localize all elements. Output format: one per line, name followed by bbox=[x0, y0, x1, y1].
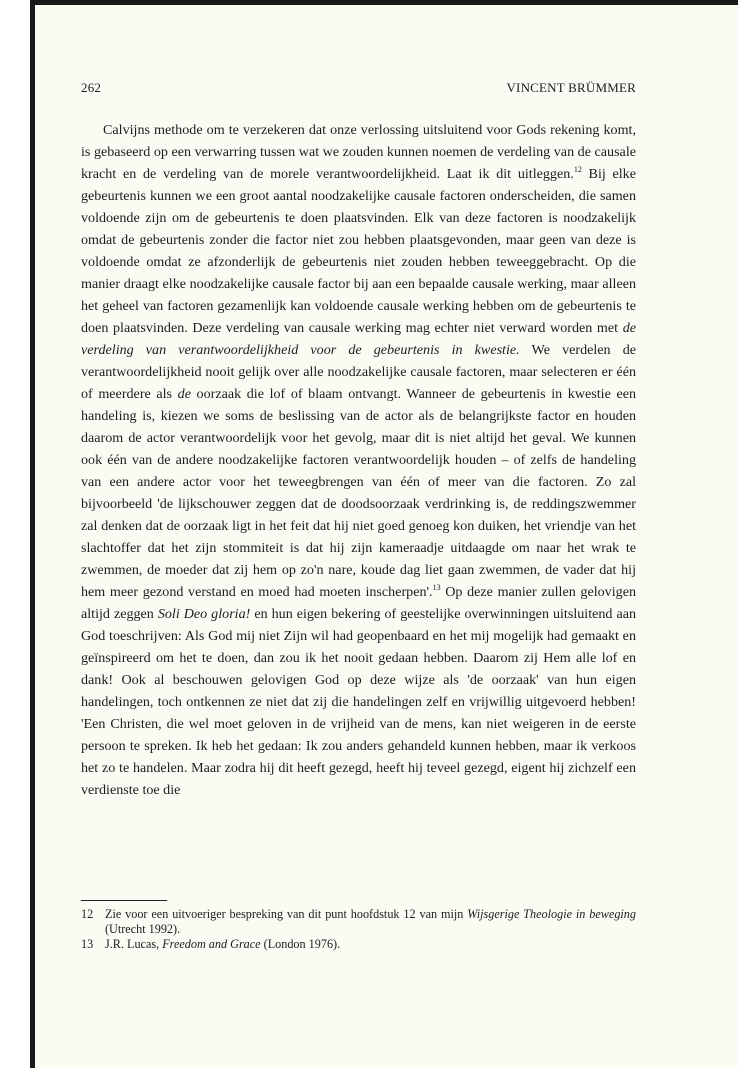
running-author: VINCENT BRÜMMER bbox=[506, 80, 636, 95]
footnote-number: 13 bbox=[81, 937, 94, 951]
footnote-text bbox=[105, 907, 636, 936]
text-segment: Op deze manier zullen gelovigen altijd zeggen bbox=[81, 584, 636, 622]
footnote-text-segment: (Utrecht 1992). bbox=[105, 921, 181, 936]
text-segment: Calvijns methode om te verzekeren dat onze verlossing uitsluitend voor Gods rekening komt, is gebaseerd op een verwarring tussen wat we zouden kunnen noemen de verdeling van de causale kracht en de verdeling van de morele verantwoordelijkheid. Laat ik dit uitleggen. bbox=[81, 122, 636, 182]
footnote-ref-12[interactable]: 12 bbox=[573, 165, 582, 174]
paragraph bbox=[81, 119, 636, 801]
italic-segment: Soli Deo gloria! bbox=[157, 606, 251, 622]
footnote-text-segment: (London 1976). bbox=[260, 937, 341, 951]
footnote-text-segment: J.R. Lucas, bbox=[105, 937, 163, 951]
footnote-12 bbox=[81, 907, 636, 936]
footnote-italic-title: Freedom and Grace bbox=[162, 937, 261, 951]
footnote-13 bbox=[81, 937, 636, 952]
footnote-text-segment: Zie voor een uitvoeriger bespreking van dit punt hoofdstuk 12 van mijn bbox=[105, 907, 468, 921]
footnote-divider bbox=[81, 900, 167, 901]
footnotes bbox=[81, 907, 636, 953]
body-text bbox=[81, 119, 636, 801]
text-segment: en hun eigen bekering of geestelijke overwinningen uitsluitend aan God toeschrijven: Als God mij niet Zijn wil had geopenbaard en het mij mogelijk had gemaakt en geïnspireerd om het te doen, dan zou ik het nooit gedaan hebben. Daarom zij Hem alle lof en dank! Ook al beschouwen gelovigen God op deze wijze als 'de oorzaak' van hun eigen handelingen, toch ontkennen ze niet dat zij die handelingen zelf en vrijwillig uitgevoerd hebben! 'Een Christen, die wel moet geloven in de vrijheid van de mens, kan niet weigeren in de eerste persoon te spreken. Ik heb het gedaan: Ik zou anders gehandeld kunnen hebben, maar ik verkoos het zo te handelen. Maar zodra hij dit heeft gezegd, heeft hij teveel gezegd, eigent hij zichzelf een verdienste toe die bbox=[81, 606, 637, 798]
running-header bbox=[81, 80, 636, 96]
italic-segment: de verdeling van verantwoordelijkheid voor de gebeurtenis in kwestie. bbox=[81, 320, 636, 358]
text-segment: We verdelen de verantwoordelijkheid nooit gelijk over alle noodzakelijke causale factoren, maar selecteren er één of meerdere als bbox=[81, 342, 636, 402]
text-segment: oorzaak die lof of blaam ontvangt. Wanneer de gebeurtenis in kwestie een handeling is, kiezen we soms de beslissing van de actor als de belangrijkste factor en houden daarom de actor verantwoordelijk voor het gevolg, maar dit is niet altijd het geval. We kunnen ook één van de andere noodzakelijke factoren verantwoordelijk houden – of zelfs de handeling van een andere actor voor het teweegbrengen van één of meer van die factoren. Zo zal bijvoorbeeld 'de lijkschouwer zeggen dat de doodsoorzaak verdrinking is, de reddingszwemmer zal denken dat de oorzaak ligt in het feit dat hij niet goed genoeg kon duiken, het vriendje van het slachtoffer dat het zijn stommiteit is dat hij zijn kameraadje uitdaagde om naar het wrak te zwemmen, de moeder dat zij hem op zo'n nare, koude dag liet gaan zwemmen, de vader dat hij hem meer gezond verstand en moed had moeten inscherpen'. bbox=[81, 386, 637, 600]
footnote-text bbox=[105, 937, 636, 952]
italic-segment: de bbox=[177, 386, 191, 402]
page-number: 262 bbox=[81, 80, 102, 95]
footnote-ref-13[interactable]: 13 bbox=[432, 583, 441, 592]
text-segment: Bij elke gebeurtenis kunnen we een groot aantal noodzakelijke causale factoren onderscheiden, die samen voldoende zijn om de gebeurtenis te doen plaatsvinden. Elk van deze factoren is noodzakelijk omdat de gebeurtenis zonder die factor niet zou hebben plaatsgevonden, maar geen van deze is voldoende omdat ze afzonderlijk de gebeurtenis niet zouden hebben teweeggebracht. Op die manier draagt elke noodzakelijke causale factor bij aan een bepaalde causale werking, maar alleen het geheel van factoren gezamenlijk kan voldoende causale werking hebben om de gebeurtenis te doen plaatsvinden. Deze verdeling van causale werking mag echter niet verward worden met bbox=[81, 166, 636, 336]
footnote-italic-title: Wijsgerige Theologie in beweging bbox=[467, 907, 636, 921]
footnote-number: 12 bbox=[81, 907, 94, 921]
